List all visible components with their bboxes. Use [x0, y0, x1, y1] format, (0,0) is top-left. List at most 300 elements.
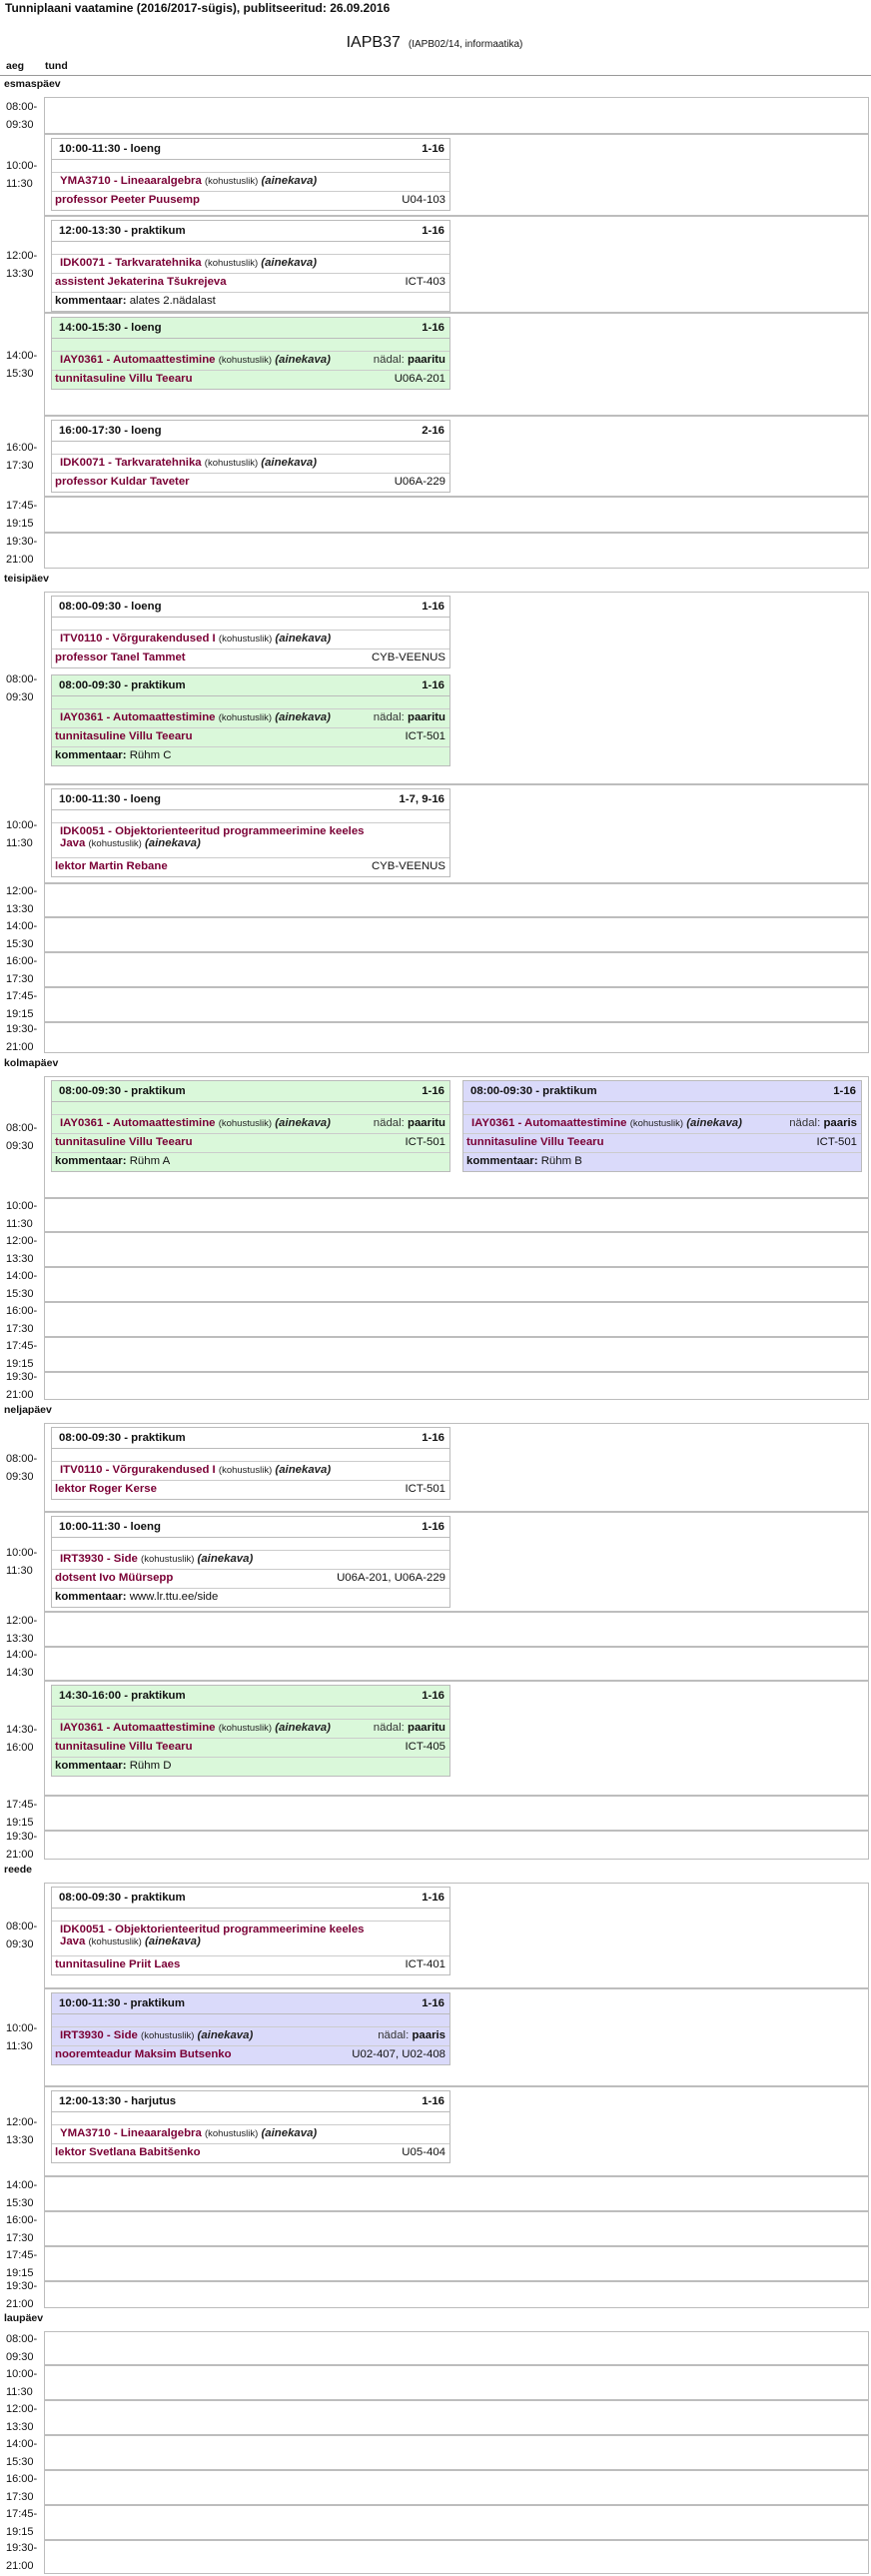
syllabus-link[interactable]: (ainekava) [275, 354, 331, 366]
timeslot-area [44, 592, 869, 784]
timeslot-row [0, 97, 871, 134]
timeslot-row [0, 784, 871, 883]
timeslot-time: 10:00- 11:30 [6, 2367, 38, 2398]
lesson-comment-line [52, 292, 449, 311]
subject-link[interactable]: IRT3930 - Side [60, 1553, 138, 1565]
subject-link[interactable]: IAY0361 - Automaattestimine [60, 711, 216, 723]
timeslot-time: 19:30- 21:00 [6, 1830, 38, 1861]
subject-link[interactable]: IDK0071 - Tarkvaratehnika [60, 457, 202, 469]
timeslot-row [0, 1302, 871, 1337]
subject-text [55, 1722, 331, 1734]
lesson-subject-line [52, 1461, 449, 1480]
timeslot-area [44, 883, 869, 917]
lesson-time-type: 10:00-11:30 - loeng [59, 793, 161, 805]
lesson-time-type: 14:00-15:30 - loeng [59, 322, 162, 334]
lesson-subject-line [463, 1114, 861, 1133]
timeslot-time: 14:00- 14:30 [6, 1649, 38, 1679]
week-parity [374, 711, 445, 723]
room: ICT-403 [405, 276, 445, 288]
subject-text [55, 711, 331, 723]
subject-link[interactable]: IRT3930 - Side [60, 2029, 138, 2041]
lesson-weeks: 1-16 [422, 1085, 444, 1097]
timeslot-area [44, 1512, 869, 1612]
lesson-body [52, 2014, 449, 2064]
subject-link[interactable]: IDK0051 - Objektorienteeritud programmeerimine keeles [60, 825, 365, 837]
lesson-comment-line [52, 1152, 449, 1171]
lesson-header [52, 789, 449, 810]
timeslot-row [0, 1612, 871, 1647]
lesson-teacher-line [52, 2045, 449, 2064]
subject-text [55, 825, 365, 849]
teacher-name[interactable]: assistent Jekaterina Tšukrejeva [55, 276, 227, 288]
subject-text [466, 1117, 742, 1129]
lesson-teacher-line [52, 273, 449, 292]
required-tag: (kohustuslik) [88, 838, 142, 849]
lesson-body [52, 160, 449, 210]
timeslot-area [44, 134, 869, 216]
timeslot-time: 17:45- 19:15 [6, 2248, 38, 2279]
subject-text [55, 633, 331, 644]
lesson-time-type: 10:00-11:30 - praktikum [59, 1997, 185, 2009]
room: CYB-VEENUS [371, 860, 445, 872]
lesson-spacer [52, 696, 449, 708]
lesson-header [52, 1888, 449, 1909]
lesson-time-type: 10:00-11:30 - loeng [59, 1521, 161, 1533]
timeslot-time: 08:00- 09:30 [6, 2333, 38, 2363]
week-label: nädal: [373, 1117, 405, 1129]
teacher-name[interactable]: lektor Roger Kerse [55, 1483, 157, 1495]
syllabus-link[interactable]: (ainekava) [275, 711, 331, 723]
syllabus-link[interactable]: (ainekava) [261, 2127, 318, 2139]
lesson-time-type: 08:00-09:30 - praktikum [59, 679, 186, 691]
subject-link[interactable]: IDK0051 - Objektorienteeritud programmeerimine keeles [60, 1924, 365, 1935]
lesson-teacher-line [52, 473, 449, 492]
lesson-weeks: 1-16 [422, 1690, 444, 1702]
comment-label: kommentaar: [55, 749, 127, 761]
subject-text [55, 1117, 331, 1129]
lesson-body [52, 696, 449, 765]
lesson-spacer [52, 2014, 449, 2026]
subject-link-cont[interactable]: Java [60, 837, 86, 849]
teacher-name[interactable]: nooremteadur Maksim Butsenko [55, 2048, 232, 2060]
comment-label: kommentaar: [55, 295, 127, 307]
lesson-teacher-line [463, 1133, 861, 1152]
timeslot-area [44, 1076, 869, 1198]
timeslot-area [44, 497, 869, 533]
comment [55, 749, 171, 761]
lesson-body [52, 1449, 449, 1499]
timeslot-area [44, 416, 869, 497]
subject-link[interactable]: IAY0361 - Automaattestimine [60, 354, 216, 366]
timeslot-area [44, 1337, 869, 1372]
lesson-body [52, 2112, 449, 2162]
teacher-name[interactable]: tunnitasuline Priit Laes [55, 1958, 181, 1970]
timeslot-area [44, 2281, 869, 2308]
lesson-card[interactable] [51, 220, 450, 312]
room: ICT-501 [405, 1483, 445, 1495]
teacher-name[interactable]: professor Tanel Tammet [55, 651, 186, 663]
required-tag: (kohustuslik) [218, 712, 273, 723]
lesson-weeks: 1-7, 9-16 [399, 793, 444, 805]
lesson-comment-line [52, 1757, 449, 1776]
subject-text [55, 1553, 253, 1565]
subject-link[interactable]: YMA3710 - Lineaaralgebra [60, 2127, 202, 2139]
comment-text: Rühm B [540, 1155, 582, 1167]
timeslot-area [44, 2176, 869, 2211]
lesson-body [52, 1538, 449, 1607]
teacher-name[interactable]: lektor Svetlana Babitšenko [55, 2146, 201, 2158]
syllabus-link[interactable]: (ainekava) [145, 837, 201, 849]
room: ICT-401 [405, 1958, 445, 1970]
lesson-body [463, 1102, 861, 1171]
timeslot-area [44, 1267, 869, 1302]
syllabus-link[interactable]: (ainekava) [261, 175, 318, 187]
room: ICT-501 [405, 1136, 445, 1148]
lesson-subject-line [52, 2026, 449, 2045]
lesson-subject-line [52, 254, 449, 273]
lesson-subject-line [52, 454, 449, 473]
timeslot-row [0, 216, 871, 313]
timeslot-time: 08:00- 09:30 [6, 100, 38, 131]
timeslot-time: 16:00- 17:30 [6, 441, 38, 472]
timeslot-time: 08:00- 09:30 [6, 1921, 38, 1950]
teacher-name[interactable]: tunnitasuline Villu Teearu [55, 1136, 193, 1148]
timeslot-time: 19:30- 21:00 [6, 2542, 38, 2572]
timeslot-time: 10:00- 11:30 [6, 2022, 38, 2052]
day-label: kolmapäev [4, 1057, 59, 1069]
lesson-time-type: 12:00-13:30 - harjutus [59, 2095, 177, 2107]
lesson-time-type: 10:00-11:30 - loeng [59, 143, 161, 155]
lesson-time-type: 08:00-09:30 - praktikum [59, 1432, 186, 1444]
lesson-time-type: 08:00-09:30 - praktikum [59, 1085, 186, 1097]
timeslot-row [0, 1988, 871, 2086]
lesson-weeks: 1-16 [833, 1085, 856, 1097]
lesson-spacer [52, 2112, 449, 2124]
comment [55, 1760, 171, 1772]
lesson-card[interactable] [51, 420, 450, 493]
timeslot-row [0, 1796, 871, 1831]
lesson-body [52, 242, 449, 311]
teacher-name[interactable]: tunnitasuline Villu Teearu [55, 373, 193, 385]
lesson-spacer [52, 1102, 449, 1114]
required-tag: (kohustuslik) [141, 1554, 195, 1565]
lesson-card[interactable] [51, 674, 450, 766]
comment-label: kommentaar: [55, 1760, 127, 1772]
day-label: teisipäev [4, 573, 49, 585]
week-value: paaritu [408, 1722, 445, 1734]
room: ICT-405 [405, 1741, 445, 1753]
lesson-weeks: 1-16 [422, 225, 444, 237]
lesson-header [52, 597, 449, 618]
timeslot-area [44, 2505, 869, 2540]
subject-link[interactable]: ITV0110 - Võrgurakendused I [60, 1464, 216, 1476]
required-tag: (kohustuslik) [204, 2128, 259, 2139]
subject-link[interactable]: IAY0361 - Automaattestimine [60, 1722, 216, 1734]
comment-text: Rühm A [129, 1155, 171, 1167]
lesson-spacer [52, 442, 449, 454]
timeslot-time: 10:00- 11:30 [6, 160, 38, 190]
lesson-comment-line [52, 1588, 449, 1607]
timeslot-area [44, 1232, 869, 1267]
timeslot-row [0, 2540, 871, 2574]
room: ICT-501 [816, 1136, 857, 1148]
timeslot-row [0, 1831, 871, 1860]
lesson-body [52, 618, 449, 667]
timeslot-time: 17:45- 19:15 [6, 1339, 38, 1370]
required-tag: (kohustuslik) [88, 1936, 142, 1947]
timeslot-time: 17:45- 19:15 [6, 1798, 38, 1829]
syllabus-link[interactable]: (ainekava) [145, 1935, 201, 1947]
teacher-name[interactable]: dotsent Ivo Müürsepp [55, 1572, 174, 1584]
day-label: neljapäev [4, 1404, 52, 1416]
lesson-card[interactable] [51, 317, 450, 390]
room: CYB-VEENUS [371, 651, 445, 663]
lesson-weeks: 1-16 [422, 601, 444, 613]
timeslot-time: 10:00- 11:30 [6, 1200, 38, 1230]
timeslot-area [44, 2246, 869, 2281]
group-code: IAPB37 [346, 34, 401, 51]
required-tag: (kohustuslik) [218, 1465, 273, 1476]
timeslot-time: 08:00- 09:30 [6, 1122, 38, 1152]
subject-link-cont[interactable]: Java [60, 1935, 86, 1947]
lesson-header [52, 2091, 449, 2112]
teacher-name[interactable]: lektor Martin Rebane [55, 860, 168, 872]
lesson-card[interactable] [51, 1427, 450, 1500]
timeslot-row [0, 1076, 871, 1198]
day-label: esmaspäev [4, 78, 61, 90]
syllabus-link[interactable]: (ainekava) [197, 2029, 254, 2041]
subject-link[interactable]: IAY0361 - Automaattestimine [60, 1117, 216, 1129]
comment-text: Rühm C [129, 749, 172, 761]
lesson-spacer [52, 618, 449, 630]
column-header-time: aeg [6, 60, 25, 72]
timeslot-row [0, 987, 871, 1022]
lesson-header [52, 221, 449, 242]
lesson-teacher-line [52, 370, 449, 389]
teacher-name[interactable]: tunnitasuline Villu Teearu [55, 1741, 193, 1753]
lesson-spacer [52, 1538, 449, 1550]
timeslot-row [0, 497, 871, 533]
timeslot-area [44, 1302, 869, 1337]
timeslot-time: 19:30- 21:00 [6, 1022, 38, 1053]
timeslot-row [0, 2176, 871, 2211]
timeslot-area [44, 1423, 869, 1512]
syllabus-link[interactable]: (ainekava) [261, 257, 317, 269]
lesson-subject-line [52, 2124, 449, 2143]
timeslot-area [44, 1883, 869, 1988]
lesson-card[interactable] [51, 1887, 450, 1975]
timeslot-row [0, 883, 871, 917]
timeslot-row [0, 2331, 871, 2365]
lesson-teacher-line [52, 857, 449, 876]
lesson-spacer [52, 1449, 449, 1461]
timeslot-row [0, 1267, 871, 1302]
lesson-subject-line [52, 708, 449, 727]
lesson-teacher-line [52, 2143, 449, 2162]
required-tag: (kohustuslik) [218, 634, 273, 644]
week-value: paaris [823, 1117, 857, 1129]
lesson-subject-line [52, 630, 449, 648]
lesson-body [52, 1707, 449, 1776]
lesson-spacer [52, 810, 449, 822]
timeslot-row [0, 1337, 871, 1372]
timeslot-area [44, 1681, 869, 1796]
timeslot-row [0, 2435, 871, 2470]
teacher-name[interactable]: professor Peeter Puusemp [55, 194, 200, 206]
timeslot-time: 14:00- 15:30 [6, 919, 38, 950]
comment [55, 1591, 218, 1603]
timeslot-time: 19:30- 21:00 [6, 2279, 38, 2310]
timeslot-time: 17:45- 19:15 [6, 989, 38, 1020]
timeslot-area [44, 917, 869, 952]
lesson-card[interactable] [51, 138, 450, 211]
timeslot-time: 14:00- 15:30 [6, 1269, 38, 1300]
timeslot-time: 16:00- 17:30 [6, 954, 38, 985]
teacher-name[interactable]: tunnitasuline Villu Teearu [466, 1136, 604, 1148]
subject-text [55, 354, 331, 366]
room: U04-103 [402, 194, 445, 206]
lesson-card[interactable] [51, 2090, 450, 2163]
timeslot-time: 14:00- 15:30 [6, 349, 38, 380]
syllabus-link[interactable]: (ainekava) [275, 1722, 331, 1734]
lesson-teacher-line [52, 1738, 449, 1757]
syllabus-link[interactable]: (ainekava) [275, 1464, 332, 1476]
required-tag: (kohustuslik) [218, 355, 273, 366]
timeslot-time: 12:00- 13:30 [6, 1614, 38, 1645]
timeslot-area [44, 1831, 869, 1860]
lesson-teacher-line [52, 648, 449, 667]
lesson-card[interactable] [51, 1516, 450, 1608]
lesson-header [52, 139, 449, 160]
timeslot-area [44, 2470, 869, 2505]
timeslot-row [0, 2086, 871, 2176]
timeslot-area [44, 2211, 869, 2246]
required-tag: (kohustuslik) [629, 1118, 684, 1129]
timeslot-time: 16:00- 17:30 [6, 2213, 38, 2244]
timeslot-area [44, 2365, 869, 2400]
subject-link[interactable]: IAY0361 - Automaattestimine [471, 1117, 627, 1129]
subject-link[interactable]: IDK0071 - Tarkvaratehnika [60, 257, 202, 269]
timeslot-row [0, 134, 871, 216]
lesson-header [52, 1517, 449, 1538]
comment-text: www.lr.ttu.ee/side [129, 1591, 219, 1603]
lesson-subject-line [52, 1719, 449, 1738]
lesson-header [52, 675, 449, 696]
timeslot-row [0, 1681, 871, 1796]
syllabus-link[interactable]: (ainekava) [686, 1117, 742, 1129]
timeslot-row [0, 1512, 871, 1612]
timeslot-row [0, 1423, 871, 1512]
lesson-card[interactable] [51, 788, 450, 877]
lesson-subject-line [52, 172, 449, 191]
lesson-subject-line [52, 1550, 449, 1569]
column-header-lesson: tund [45, 60, 68, 72]
lesson-card[interactable] [51, 1992, 450, 2065]
room: U02-407, U02-408 [352, 2048, 445, 2060]
lesson-body [52, 442, 449, 492]
lesson-card[interactable] [51, 1685, 450, 1777]
lesson-spacer [52, 160, 449, 172]
lesson-weeks: 1-16 [422, 1892, 444, 1904]
timeslot-row [0, 952, 871, 987]
syllabus-link[interactable]: (ainekava) [275, 633, 332, 644]
lesson-time-type: 14:30-16:00 - praktikum [59, 1690, 186, 1702]
lesson-spacer [463, 1102, 861, 1114]
week-parity [374, 1117, 445, 1129]
lesson-weeks: 1-16 [422, 679, 444, 691]
lesson-weeks: 1-16 [422, 1521, 444, 1533]
week-parity [374, 354, 445, 366]
lesson-card[interactable] [51, 596, 450, 668]
syllabus-link[interactable]: (ainekava) [275, 1117, 331, 1129]
teacher-name[interactable]: tunnitasuline Villu Teearu [55, 730, 193, 742]
group-subtitle: (IAPB02/14, informaatika) [408, 39, 523, 50]
syllabus-link[interactable]: (ainekava) [197, 1553, 254, 1565]
timeslot-time: 19:30- 21:00 [6, 536, 38, 566]
required-tag: (kohustuslik) [204, 258, 259, 269]
week-label: nädal: [373, 1722, 405, 1734]
day-label: laupäev [4, 2312, 44, 2324]
week-value: paaritu [408, 354, 445, 366]
lesson-card[interactable] [51, 1080, 450, 1172]
timeslot-time: 17:45- 19:15 [6, 500, 38, 530]
timeslot-time: 12:00- 13:30 [6, 2116, 38, 2146]
timeslot-row [0, 2211, 871, 2246]
timeslot-row [0, 2246, 871, 2281]
teacher-name[interactable]: professor Kuldar Taveter [55, 476, 190, 488]
lesson-header [52, 1993, 449, 2014]
timeslot-row [0, 416, 871, 497]
subject-text [55, 257, 317, 269]
timeslot-time: 12:00- 13:30 [6, 2402, 38, 2433]
timeslot-area [44, 1022, 869, 1053]
lesson-weeks: 1-16 [422, 2095, 444, 2107]
week-parity [374, 1722, 445, 1734]
subject-text [55, 1464, 331, 1476]
lesson-time-type: 08:00-09:30 - praktikum [59, 1892, 186, 1904]
subject-link[interactable]: ITV0110 - Võrgurakendused I [60, 633, 216, 644]
timeslot-time: 14:00- 15:30 [6, 2178, 38, 2209]
subject-link[interactable]: YMA3710 - Lineaaralgebra [60, 175, 202, 187]
lesson-header [52, 1081, 449, 1102]
timeslot-row [0, 1372, 871, 1400]
lesson-body [52, 1102, 449, 1171]
week-parity [378, 2029, 445, 2041]
timeslot-time: 08:00- 09:30 [6, 1452, 38, 1483]
week-label: nädal: [373, 354, 405, 366]
comment-text: alates 2.nädalast [129, 295, 216, 307]
week-value: paaritu [408, 1117, 445, 1129]
timeslot-row [0, 2470, 871, 2505]
timeslot-time: 08:00- 09:30 [6, 672, 38, 703]
day-label: reede [4, 1864, 33, 1876]
comment-label: kommentaar: [55, 1591, 127, 1603]
lesson-card[interactable] [462, 1080, 862, 1172]
syllabus-link[interactable]: (ainekava) [261, 457, 317, 469]
timeslot-time: 10:00- 11:30 [6, 1547, 38, 1577]
timeslot-time: 10:00- 11:30 [6, 818, 38, 849]
required-tag: (kohustuslik) [204, 458, 259, 469]
room: ICT-501 [405, 730, 445, 742]
timeslot-area [44, 1372, 869, 1400]
timeslot-area [44, 2331, 869, 2365]
timeslot-row [0, 2505, 871, 2540]
timeslot-row [0, 2400, 871, 2435]
timeslot-row [0, 592, 871, 784]
timeslot-area [44, 1796, 869, 1831]
lesson-spacer [52, 1909, 449, 1921]
lesson-comment-line [463, 1152, 861, 1171]
